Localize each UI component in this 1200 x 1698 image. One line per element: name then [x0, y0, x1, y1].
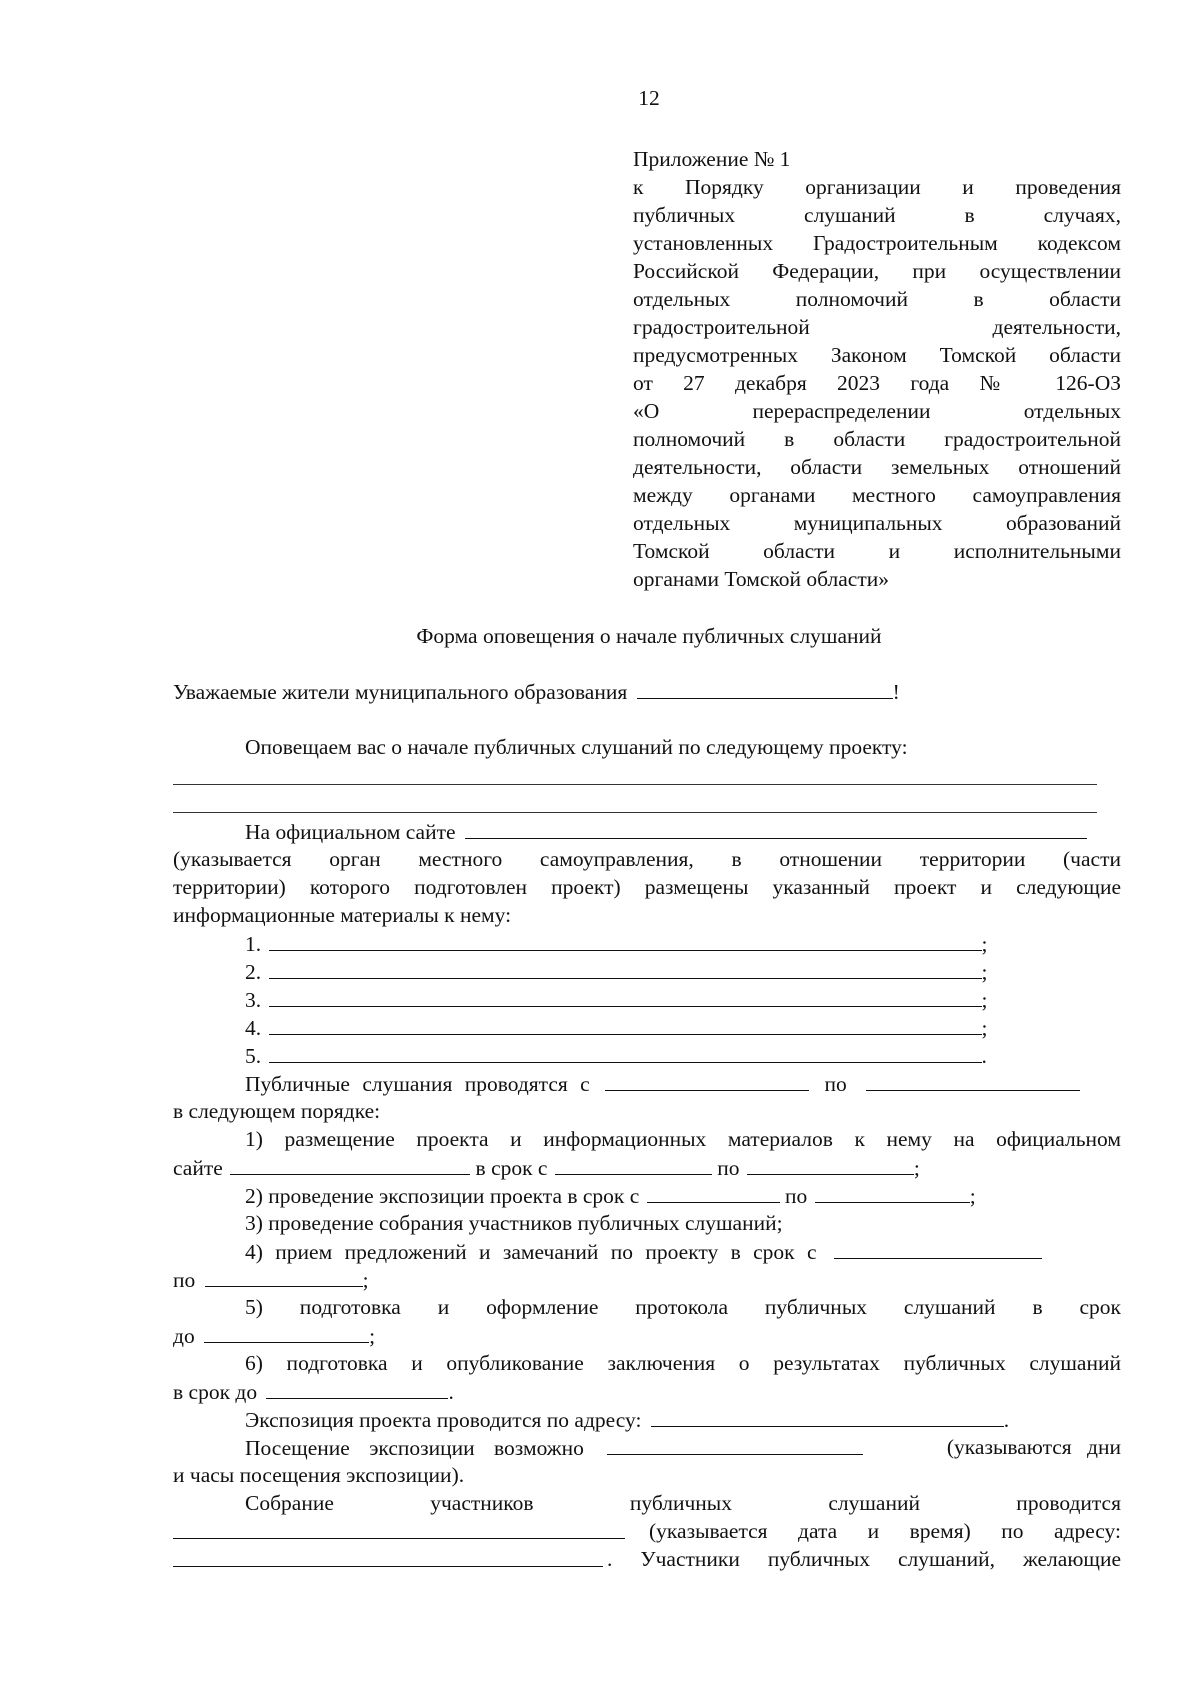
exposition-address-line [245, 1405, 1121, 1433]
appendix-header [633, 145, 1121, 593]
appendix-line: от 27 декабря 2023 года № 126-ОЗ [633, 371, 1121, 395]
step4-end: ; [362, 1268, 369, 1292]
site-blank [465, 817, 1087, 839]
greeting-exclamation: ! [892, 680, 900, 704]
appendix-line: установленных Градостроительным кодексом [633, 231, 1121, 255]
exposition-address-blank [651, 1405, 1004, 1427]
order-line: в следующем порядке: [173, 1099, 381, 1123]
step1-start-blank [555, 1153, 712, 1175]
step1-line: 1) размещение проекта и информационных материалов к нему на официальном [245, 1127, 1121, 1151]
appendix-line: отдельных муниципальных образований [633, 511, 1121, 535]
step5-line: 5) подготовка и оформление протокола публичных слушаний в срок [245, 1295, 1121, 1319]
appendix-line: между органами местного самоуправления [633, 483, 1121, 507]
appendix-line: деятельности, области земельных отношений [633, 455, 1121, 479]
appendix-line: Томской области и исполнительными [633, 539, 1121, 563]
appendix-line: Приложение № 1 [633, 147, 791, 171]
period-po: по [824, 1072, 847, 1096]
appendix-line: «О перераспределении отдельных [633, 399, 1121, 423]
step4-text: 4) прием предложений и замечаний по проекту в срок с [245, 1240, 817, 1264]
material-end: ; [981, 960, 988, 984]
appendix-line: отдельных полномочий в области [633, 287, 1121, 311]
appendix-line: предусмотренных Законом Томской области [633, 343, 1121, 367]
material-item [245, 985, 1045, 1013]
step4-po: по [173, 1268, 196, 1292]
material-blank [269, 929, 982, 951]
exposition-visit-line [245, 1433, 1121, 1461]
meeting-address-blank [173, 1545, 603, 1567]
material-blank [269, 985, 982, 1007]
material-blank [269, 957, 982, 979]
site-note-line: территории) которого подготовлен проект) размещены указанный проект и следующие [173, 875, 1121, 899]
project-blank-line [173, 812, 1097, 813]
period-line [245, 1069, 1121, 1097]
material-number: 2. [245, 960, 262, 984]
meeting-line3 [173, 1545, 1121, 1573]
exposition-visit-note: (указываются дни [946, 1435, 1121, 1459]
step1-end: ; [913, 1156, 920, 1180]
step1-dates [173, 1153, 1121, 1181]
step1-end-blank [747, 1153, 914, 1175]
step4-line2 [173, 1265, 1121, 1293]
site-note-line: (указывается орган местного самоуправления, в отношении территории (части [173, 847, 1121, 871]
meeting-line: Собрание участников публичных слушаний проводится [245, 1491, 1121, 1515]
appendix-line: Российской Федерации, при осуществлении [633, 259, 1121, 283]
site-note-line: информационные материалы к нему: [173, 903, 512, 927]
greeting-text: Уважаемые жители муниципального образования [173, 680, 628, 704]
form-title: Форма оповещения о начале публичных слушаний [416, 624, 882, 648]
step5-end: ; [369, 1324, 376, 1348]
material-item [245, 957, 1045, 985]
step5-line2 [173, 1321, 1121, 1349]
step5-do: до [173, 1324, 195, 1348]
appendix-line: градостроительной деятельности, [633, 315, 1121, 339]
material-item [245, 929, 1045, 957]
step6-in: в срок до [173, 1380, 258, 1404]
step2-end: ; [969, 1184, 976, 1208]
step6-line2 [173, 1377, 1121, 1405]
step1-po: по [717, 1156, 740, 1180]
material-end: . [981, 1044, 987, 1068]
material-end: ; [981, 932, 988, 956]
greeting-line [173, 677, 1121, 705]
exposition-visit-note2: и часы посещения экспозиции). [173, 1463, 465, 1487]
site-line [245, 817, 1121, 845]
step1-in: в срок с [475, 1156, 548, 1180]
page-number: 12 [638, 86, 660, 110]
material-end: ; [981, 1016, 988, 1040]
material-number: 4. [245, 1016, 262, 1040]
step4-start-blank [834, 1237, 1042, 1259]
period-end-blank [866, 1069, 1080, 1091]
site-text: На официальном сайте [245, 820, 456, 844]
meeting-datetime-blank [173, 1517, 625, 1539]
appendix-line: полномочий в области градостроительной [633, 427, 1121, 451]
step2-text: 2) проведение экспозиции проекта в срок с [245, 1184, 640, 1208]
period-start-blank [605, 1069, 809, 1091]
step2-start-blank [647, 1181, 780, 1203]
step3-line: 3) проведение собрания участников публичных слушаний; [245, 1211, 783, 1235]
step5-blank [204, 1321, 369, 1343]
step2-line [245, 1181, 1121, 1209]
appendix-line: публичных слушаний в случаях, [633, 203, 1121, 227]
material-number: 1. [245, 932, 262, 956]
municipality-blank [637, 677, 893, 699]
meeting-end: . Участники публичных слушаний, желающие [607, 1547, 1121, 1571]
appendix-line: к Порядку организации и проведения [633, 175, 1121, 199]
step2-po: по [785, 1184, 808, 1208]
step6-blank [266, 1377, 448, 1399]
period-text: Публичные слушания проводятся с [245, 1072, 590, 1096]
meeting-line2 [173, 1517, 1121, 1545]
material-number: 5. [245, 1044, 262, 1068]
exposition-visit-text: Посещение экспозиции возможно [245, 1436, 584, 1460]
step2-end-blank [815, 1181, 970, 1203]
announce-line: Оповещаем вас о начале публичных слушаний по следующему проекту: [245, 735, 908, 759]
step1-site-blank [230, 1153, 470, 1175]
exposition-address-text: Экспозиция проекта проводится по адресу: [245, 1408, 642, 1432]
step6-line: 6) подготовка и опубликование заключения о результатах публичных слушаний [245, 1351, 1121, 1375]
meeting-note: (указывается дата и время) по адресу: [649, 1519, 1121, 1543]
step4-end-blank [205, 1265, 363, 1287]
project-blank-line [173, 784, 1097, 785]
material-blank [269, 1013, 982, 1035]
exposition-address-end: . [1003, 1408, 1010, 1432]
material-end: ; [981, 988, 988, 1012]
appendix-line: органами Томской области» [633, 567, 890, 591]
material-blank [269, 1041, 982, 1063]
exposition-visit-blank [607, 1433, 863, 1455]
step4-line [245, 1237, 1121, 1265]
step6-end: . [448, 1380, 454, 1404]
material-item [245, 1013, 1045, 1041]
material-item [245, 1041, 1045, 1069]
step1-site: сайте [173, 1156, 223, 1180]
material-number: 3. [245, 988, 262, 1012]
